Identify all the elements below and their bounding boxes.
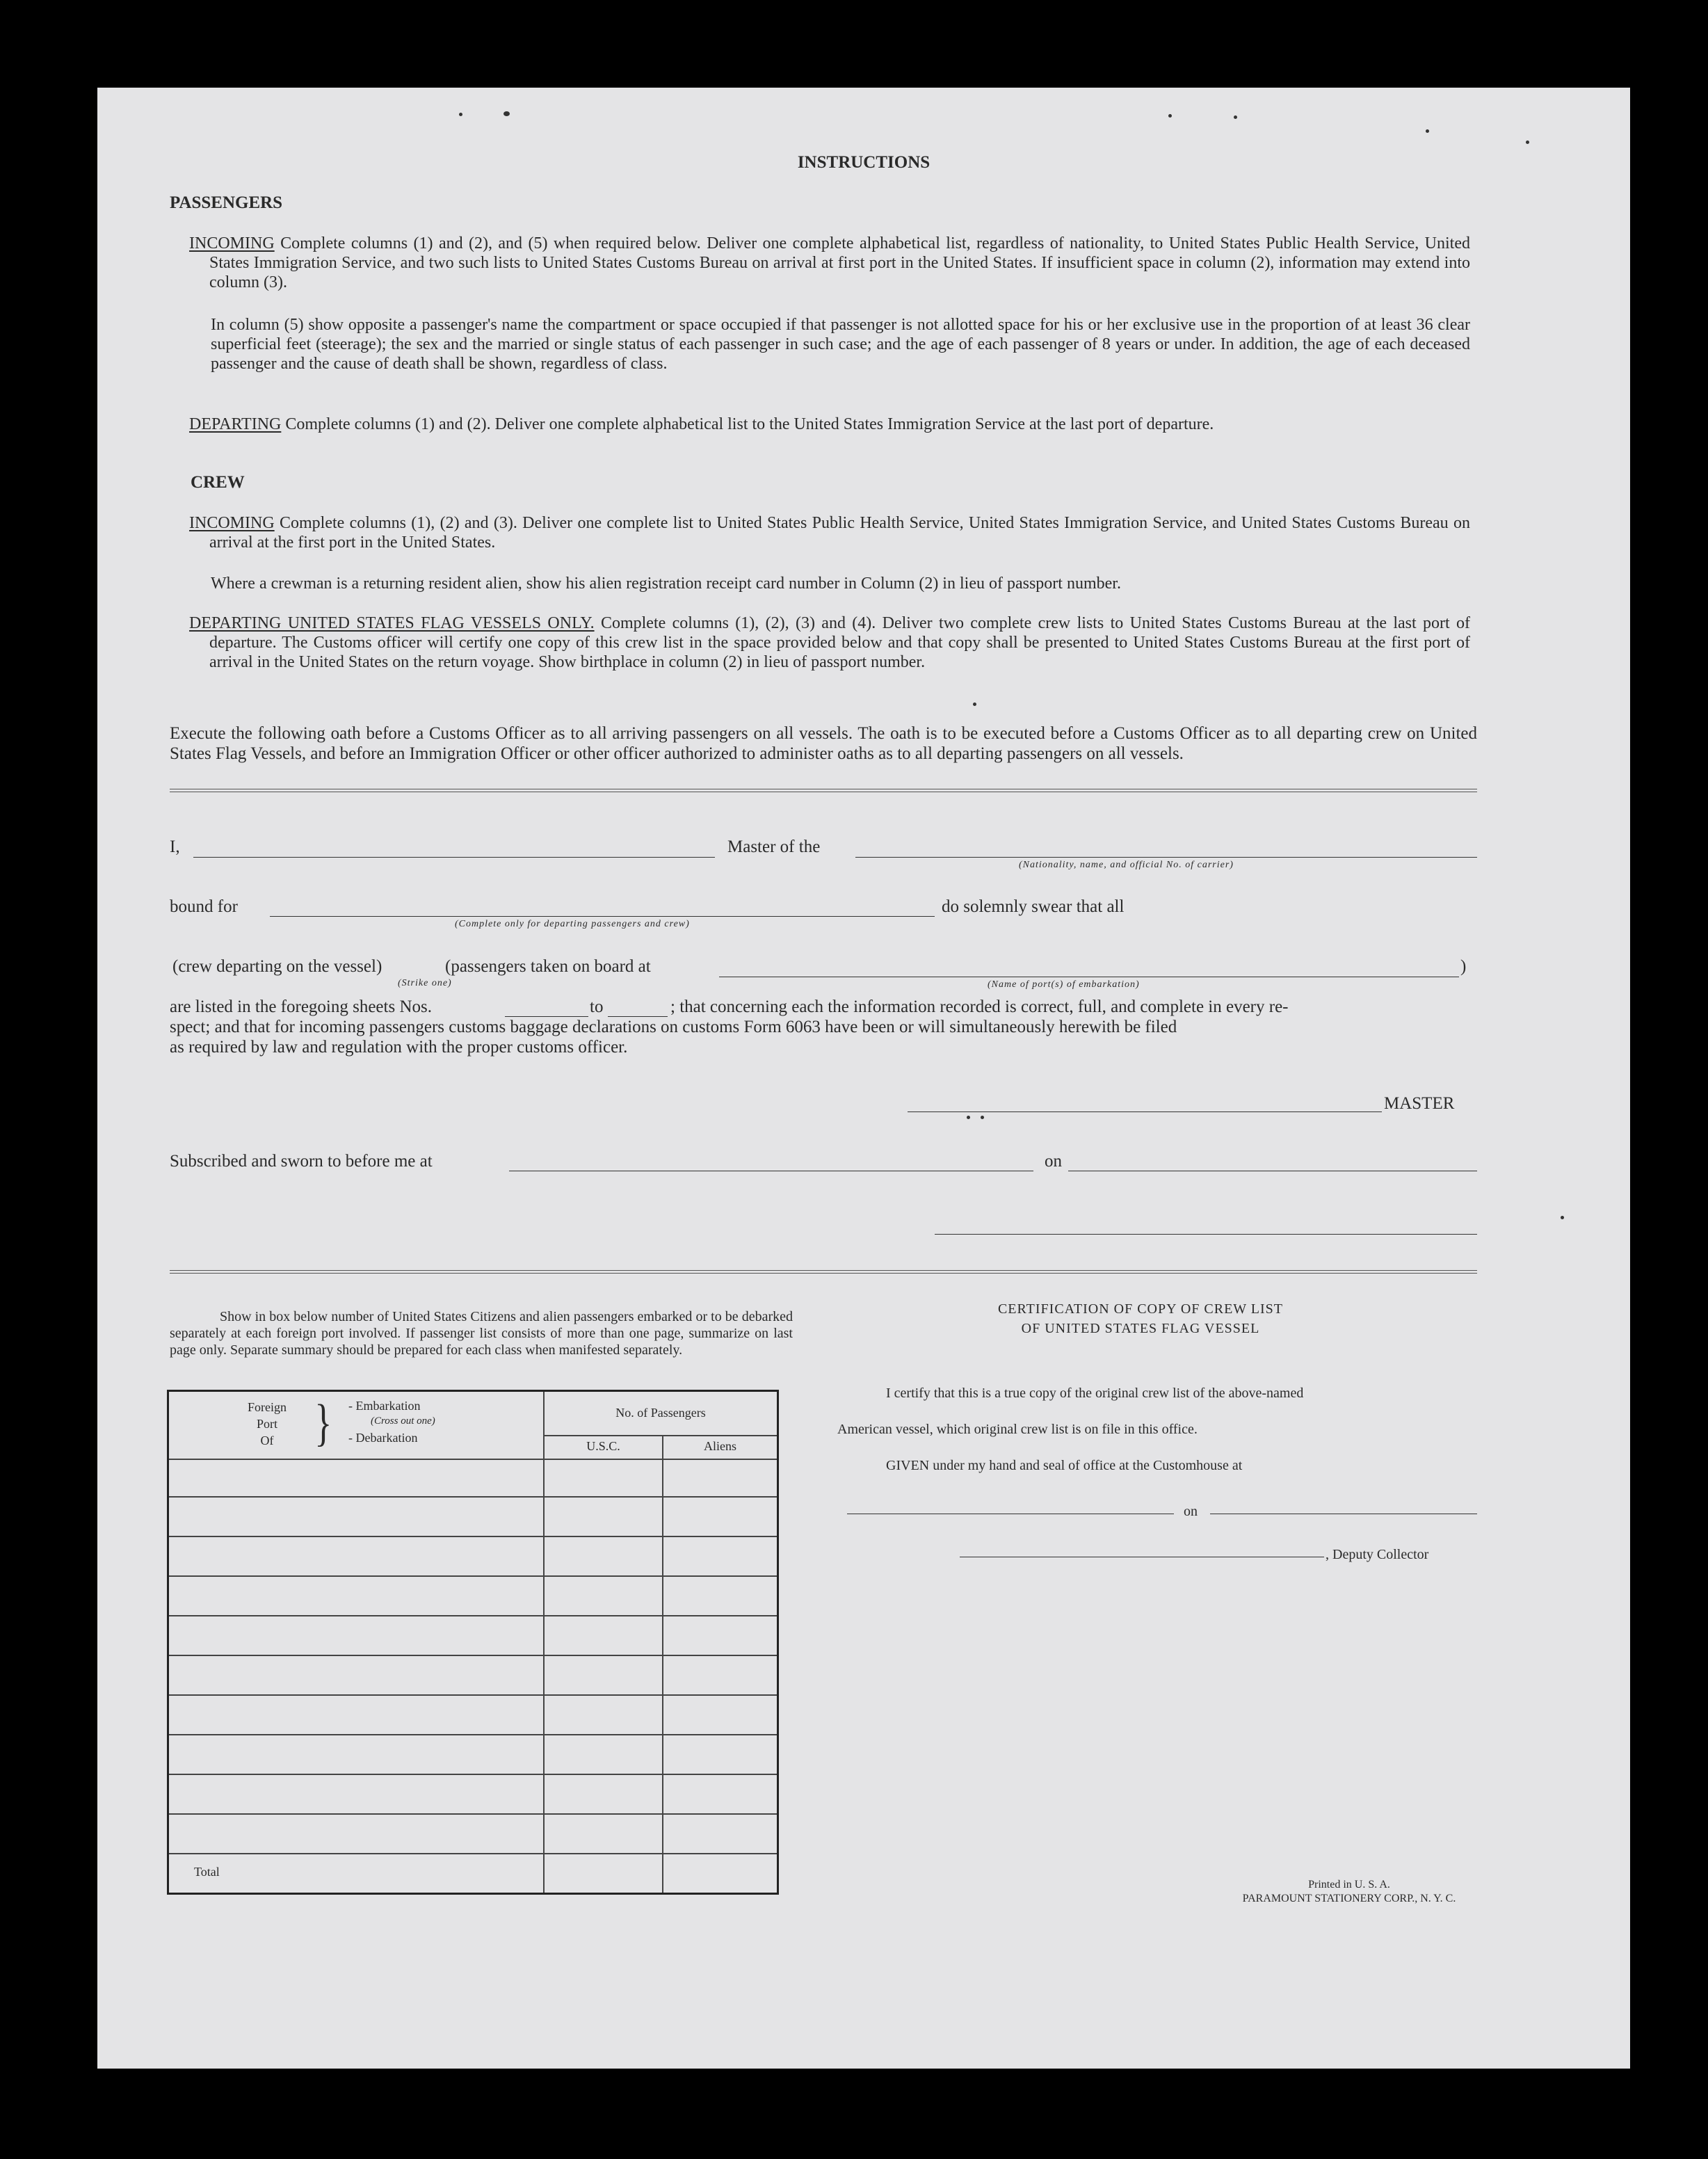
form-page	[97, 88, 1630, 2069]
printer-line-1: Printed in U. S. A.	[1308, 1879, 1390, 1891]
subscribed-label: Subscribed and sworn to before me at	[170, 1152, 433, 1171]
scan-speck	[1561, 1216, 1564, 1219]
certification-heading-2: OF UNITED STATES FLAG VESSEL	[1021, 1321, 1260, 1336]
scan-speck	[981, 1116, 984, 1119]
scan-speck	[1168, 114, 1172, 118]
sworn-on-label: on	[1045, 1152, 1062, 1171]
close-paren: )	[1460, 957, 1467, 976]
carrier-hint: (Nationality, name, and official No. of carrier)	[1019, 860, 1234, 870]
departing-label: DEPARTING	[189, 415, 282, 433]
passengers-departing-paragraph	[189, 415, 1470, 434]
table-row-line	[169, 1459, 777, 1460]
passengers-taken-option: (passengers taken on board at	[445, 957, 651, 976]
table-row-line	[169, 1496, 777, 1498]
bound-for-label: bound for	[170, 897, 238, 916]
master-name-line[interactable]	[193, 857, 715, 858]
crew-departing-option: (crew departing on the vessel)	[172, 957, 382, 976]
sheets-to-line[interactable]	[608, 1016, 668, 1017]
master-signature-line[interactable]	[908, 1111, 1382, 1112]
swear-text: do solemnly swear that all	[942, 897, 1125, 916]
section-divider	[170, 789, 1477, 792]
table-row-line	[169, 1655, 777, 1656]
crew-incoming-label: INCOMING	[189, 514, 275, 532]
oath-i: I,	[170, 837, 180, 856]
listed-rest: ; that concerning each the information recorded is correct, full, and complete in every re-	[670, 997, 1289, 1016]
table-row-line	[169, 1536, 777, 1537]
certification-line-2: American vessel, which original crew list is on file in this office.	[837, 1422, 1198, 1437]
embarkation-option: - Embarkation	[348, 1399, 421, 1413]
oath-line-2: spect; and that for incoming passengers customs baggage declarations on customs Form 6063 have been or will simultaneously herewith be filed	[170, 1018, 1177, 1036]
summary-note: Show in box below number of United States Citizens and alien passengers embarked or to be debarked separately at each foreign port involved. If passenger list consists of more than one page, summarize on last page only. Separate summary should be prepared for each class when manifested separately.	[170, 1309, 793, 1358]
table-row-line	[169, 1774, 777, 1775]
passengers-incoming-paragraph	[189, 234, 1470, 292]
crew-incoming-text: Complete columns (1), (2) and (3). Deliver one complete list to United States Public Health Service, United States Immigration Service, and United States Customs Bureau on arrival at the first port in the United States.	[209, 514, 1471, 552]
scan-speck	[967, 1116, 970, 1119]
table-row-line	[169, 1853, 777, 1854]
bound-for-hint: (Complete only for departing passengers and crew)	[455, 919, 690, 929]
certification-on-label: on	[1184, 1504, 1198, 1519]
table-row-line	[169, 1694, 777, 1696]
carrier-line[interactable]	[855, 857, 1477, 858]
section-divider	[170, 1270, 1477, 1274]
no-passengers-header: No. of Passengers	[615, 1406, 706, 1420]
crew-departing-label: DEPARTING UNITED STATES FLAG VESSELS ONLY.	[189, 614, 595, 632]
incoming-text: Complete columns (1) and (2), and (5) when required below. Deliver one complete alphabetical list, regardless of nationality, to United States Public Health Service, United States Immigration Service, and two such lists to United States Customs Bureau on arrival at first port in the United States. If insufficient space in column (2), information may extend into column (3).	[209, 234, 1471, 291]
crew-departing-paragraph	[189, 613, 1470, 672]
ports-hint: (Name of port(s) of embarkation)	[988, 979, 1140, 990]
crew-incoming-paragraph	[189, 513, 1470, 552]
total-label: Total	[194, 1865, 220, 1879]
table-row-line	[169, 1575, 777, 1577]
oath-intro: Execute the following oath before a Customs Officer as to all arriving passengers on all vessels. The oath is to be executed before a Customs Officer as to all departing crew on United States Flag Vessels, and before an Immigration Officer or other officer authorized to administer oaths as to all departing passengers on all vessels.	[170, 724, 1477, 763]
certification-given: GIVEN under my hand and seal of office at the Customhouse at	[886, 1458, 1243, 1473]
cross-out-hint: (Cross out one)	[371, 1415, 435, 1427]
scan-speck	[459, 113, 462, 116]
scan-speck	[1426, 129, 1429, 133]
resident-alien-paragraph: Where a crewman is a returning resident alien, show his alien registration receipt card number in Column (2) in lieu of passport number.	[211, 575, 1121, 593]
brace-icon: }	[314, 1395, 332, 1452]
incoming-label: INCOMING	[189, 234, 275, 252]
page-title: INSTRUCTIONS	[797, 153, 930, 172]
certification-line-1: I certify that this is a true copy of the original crew list of the above-named	[886, 1386, 1304, 1401]
master-of-the-label: Master of the	[727, 837, 821, 856]
crew-departing-text: Complete columns (1), (2), (3) and (4). Deliver two complete crew lists to United States Customs Bureau at the last port of departure. The Customs officer will certify one copy of this crew list in the space provided below and that copy shall be presented to United States Customs Bureau at the first port of arrival in the United States on the return voyage. Show birthplace in column (2) in lieu of passport number.	[209, 614, 1471, 671]
deputy-collector-label: , Deputy Collector	[1326, 1547, 1429, 1562]
column5-paragraph: In column (5) show opposite a passenger's name the compartment or space occupied if that passenger is not allotted space for his or her exclusive use in the proportion of at least 36 clear superficial feet (steerage); the sex and the married or single status of each passenger in such case; and the age of each passenger of 8 years or under. In addition, the age of each deceased passenger and the cause of death shall be shown, regardless of class.	[211, 316, 1470, 373]
port-label: Port	[256, 1417, 277, 1431]
scan-speck	[503, 111, 510, 116]
debarkation-option: - Debarkation	[348, 1431, 418, 1445]
aliens-header: Aliens	[704, 1439, 736, 1453]
of-label: Of	[260, 1434, 274, 1447]
crew-heading: CREW	[191, 473, 245, 492]
table-row-line	[169, 1734, 777, 1735]
officer-signature-line[interactable]	[935, 1234, 1477, 1235]
table-row-line	[169, 1615, 777, 1616]
scan-speck	[1234, 115, 1237, 119]
table-row-line	[169, 1813, 777, 1815]
passengers-heading: PASSENGERS	[170, 193, 283, 212]
departing-text: Complete columns (1) and (2). Deliver one complete alphabetical list to the United States Immigration Service at the last port of departure.	[285, 415, 1214, 433]
scan-speck	[973, 703, 976, 706]
master-label: MASTER	[1384, 1094, 1455, 1113]
to-label: to	[590, 997, 604, 1016]
foreign-label: Foreign	[248, 1400, 287, 1414]
strike-one-hint: (Strike one)	[398, 978, 452, 988]
scan-speck	[1526, 141, 1529, 144]
bound-for-line[interactable]	[270, 916, 935, 917]
oath-line-3: as required by law and regulation with the proper customs officer.	[170, 1038, 628, 1057]
printer-line-2: PARAMOUNT STATIONERY CORP., N. Y. C.	[1242, 1893, 1456, 1904]
sheets-from-line[interactable]	[505, 1016, 588, 1017]
passenger-summary-table	[167, 1390, 779, 1895]
usc-header: U.S.C.	[586, 1439, 620, 1453]
listed-prefix: are listed in the foregoing sheets Nos.	[170, 997, 432, 1016]
certification-heading-1: CERTIFICATION OF COPY OF CREW LIST	[997, 1301, 1284, 1317]
